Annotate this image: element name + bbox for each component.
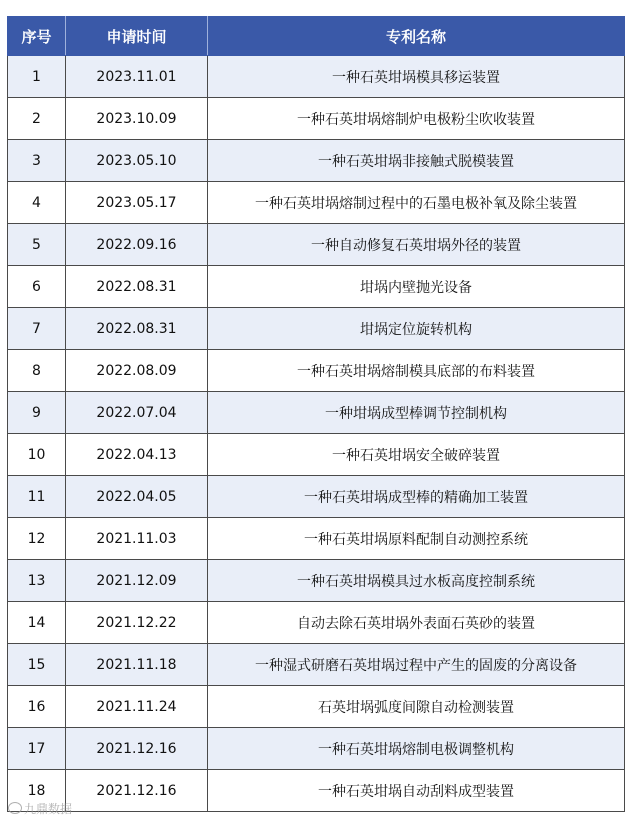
cell-application-date: 2022.07.04 [66,392,208,434]
cell-serial-number: 15 [8,644,66,686]
header-application-date: 申请时间 [66,17,208,56]
cell-application-date: 2023.05.17 [66,182,208,224]
table-row [8,644,625,686]
cell-application-date: 2023.11.01 [66,56,208,98]
cell-patent-name: 坩埚内壁抛光设备 [208,266,625,308]
cell-serial-number: 17 [8,728,66,770]
table-row [8,56,625,98]
cell-patent-name: 一种自动修复石英坩埚外径的装置 [208,224,625,266]
cell-serial-number: 7 [8,308,66,350]
table-header [8,17,625,56]
table-row [8,560,625,602]
cell-patent-name: 坩埚定位旋转机构 [208,308,625,350]
cell-application-date: 2022.08.31 [66,308,208,350]
cell-patent-name: 一种石英坩埚自动刮料成型装置 [208,770,625,812]
cell-patent-name: 一种石英坩埚安全破碎装置 [208,434,625,476]
cell-serial-number: 10 [8,434,66,476]
cell-serial-number: 6 [8,266,66,308]
table-row [8,182,625,224]
cell-serial-number: 3 [8,140,66,182]
cell-patent-name: 一种石英坩埚非接触式脱模装置 [208,140,625,182]
cell-application-date: 2022.08.09 [66,350,208,392]
cell-application-date: 2021.12.16 [66,770,208,812]
table-row [8,224,625,266]
table-row [8,308,625,350]
cell-patent-name: 一种石英坩埚熔制模具底部的布料装置 [208,350,625,392]
cell-application-date: 2022.08.31 [66,266,208,308]
cell-serial-number: 9 [8,392,66,434]
table-body [8,56,625,812]
cell-serial-number: 11 [8,476,66,518]
header-patent-name: 专利名称 [208,17,625,56]
cell-serial-number: 14 [8,602,66,644]
cell-application-date: 2023.05.10 [66,140,208,182]
table-row [8,518,625,560]
patent-table [7,16,625,812]
cell-patent-name: 一种石英坩埚熔制过程中的石墨电极补氧及除尘装置 [208,182,625,224]
cell-serial-number: 18 [8,770,66,812]
cell-serial-number: 16 [8,686,66,728]
cell-application-date: 2022.04.13 [66,434,208,476]
table-row [8,476,625,518]
cell-application-date: 2022.09.16 [66,224,208,266]
header-serial-number: 序号 [8,17,66,56]
cell-patent-name: 一种湿式研磨石英坩埚过程中产生的固废的分离设备 [208,644,625,686]
table-row [8,728,625,770]
cell-application-date: 2021.11.03 [66,518,208,560]
cell-serial-number: 13 [8,560,66,602]
cell-application-date: 2022.04.05 [66,476,208,518]
table-row [8,350,625,392]
cell-application-date: 2021.11.18 [66,644,208,686]
cell-patent-name: 一种坩埚成型棒调节控制机构 [208,392,625,434]
cell-serial-number: 5 [8,224,66,266]
cell-serial-number: 4 [8,182,66,224]
watermark-text: 九鼎数据 [24,802,73,816]
cell-application-date: 2021.12.09 [66,560,208,602]
cell-patent-name: 一种石英坩埚模具移运装置 [208,56,625,98]
cell-application-date: 2021.12.22 [66,602,208,644]
cell-serial-number: 2 [8,98,66,140]
cell-patent-name: 一种石英坩埚成型棒的精确加工装置 [208,476,625,518]
cell-serial-number: 12 [8,518,66,560]
table-row [8,140,625,182]
table-row [8,434,625,476]
cell-patent-name: 一种石英坩埚原料配制自动测控系统 [208,518,625,560]
cell-application-date: 2021.12.16 [66,728,208,770]
table-row [8,98,625,140]
cell-patent-name: 石英坩埚弧度间隙自动检测装置 [208,686,625,728]
cell-patent-name: 一种石英坩埚熔制炉电极粉尘吹收装置 [208,98,625,140]
cell-serial-number: 1 [8,56,66,98]
cell-application-date: 2023.10.09 [66,98,208,140]
cell-patent-name: 一种石英坩埚模具过水板高度控制系统 [208,560,625,602]
cell-serial-number: 8 [8,350,66,392]
cell-patent-name: 一种石英坩埚熔制电极调整机构 [208,728,625,770]
table-row [8,602,625,644]
header-row [8,17,625,56]
patent-table-container [7,16,624,812]
cell-application-date: 2021.11.24 [66,686,208,728]
table-row [8,392,625,434]
table-row [8,686,625,728]
table-row [8,770,625,812]
chat-bubble-icon [8,802,22,814]
table-row [8,266,625,308]
cell-patent-name: 自动去除石英坩埚外表面石英砂的装置 [208,602,625,644]
watermark [8,800,72,817]
